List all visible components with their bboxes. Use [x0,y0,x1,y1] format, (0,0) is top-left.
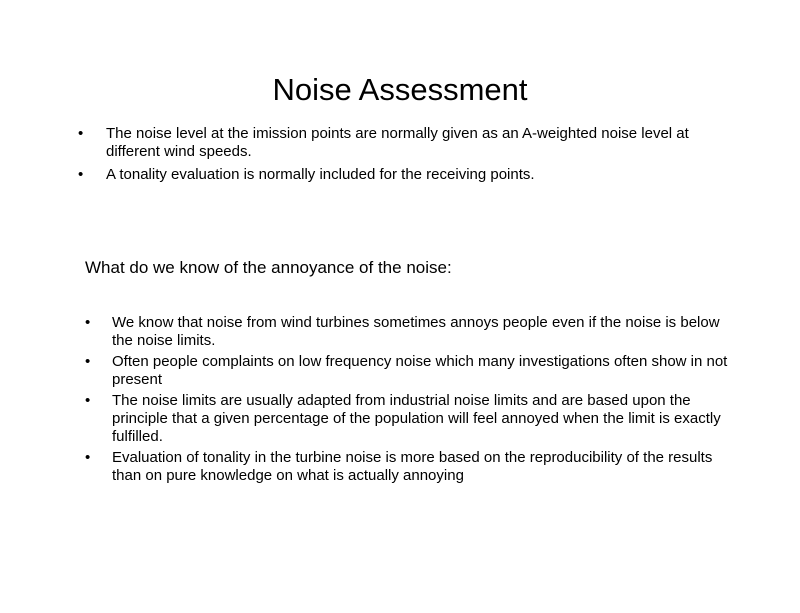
subheading: What do we know of the annoyance of the noise: [85,258,452,277]
bullet-text: The noise limits are usually adapted from industrial noise limits and are based upon the principle that a given percentage of the population will feel annoyed when the limit is exactly fulfilled. [112,392,721,445]
bullet-icon: • [85,392,91,409]
bullet-icon: • [78,125,84,142]
bullet-item [83,392,743,446]
bullet-icon: • [85,353,91,370]
bullet-text: We know that noise from wind turbines sometimes annoys people even if the noise is below the noise limits. [112,314,720,349]
bullet-item [76,166,696,184]
bullet-icon: • [85,314,91,331]
bullet-item [76,125,696,161]
slide-title: Noise Assessment [272,72,528,107]
bullet-item [83,353,743,389]
bullet-text: A tonality evaluation is normally included for the receiving points. [106,166,535,183]
bullet-text: The noise level at the imission points are normally given as an A-weighted noise level at different wind speeds. [106,125,689,160]
bullet-item [83,314,743,350]
bullet-text: Evaluation of tonality in the turbine noise is more based on the reproducibility of the results than on pure knowledge on what is actually annoying [112,449,713,484]
bullet-icon: • [85,449,91,466]
bottom-bullet-list [83,314,743,488]
bullet-item [83,449,743,485]
bullet-text: Often people complaints on low frequency noise which many investigations often show in not present [112,353,728,388]
bullet-icon: • [78,166,84,183]
top-bullet-list [76,125,696,189]
